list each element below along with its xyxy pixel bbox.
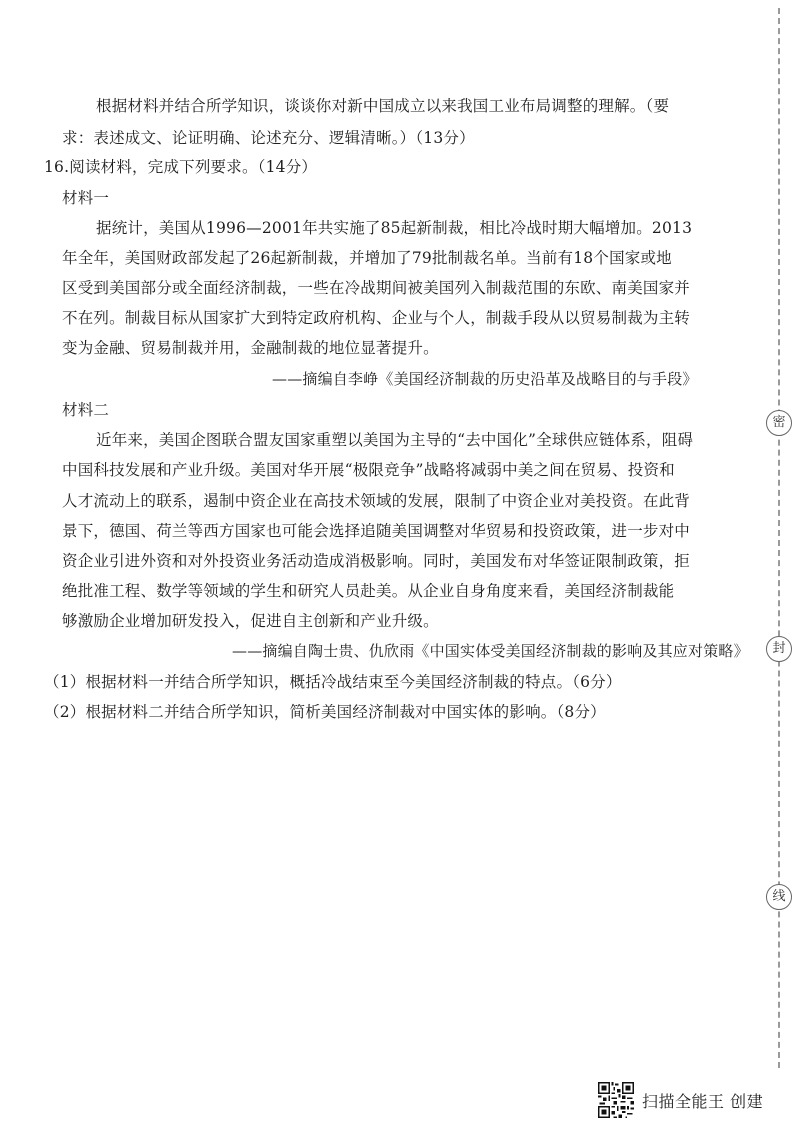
material-heading: 材料一 xyxy=(62,189,110,207)
question-heading: 16.阅读材料，完成下列要求。（14分） xyxy=(44,158,318,176)
text-line: 变为金融、贸易制裁并用，金融制裁的地位显著提升。 xyxy=(62,339,439,357)
binding-mark: 密 xyxy=(766,410,792,436)
text-line: 根据材料并结合所学知识，谈谈你对新中国成立以来我国工业布局调整的理解。（要 xyxy=(96,97,670,115)
text-line: 绝批准工程、数学等领域的学生和研究人员赴美。从企业自身角度来看，美国经济制裁能 xyxy=(62,582,675,600)
text-line: 年全年，美国财政部发起了26起新制裁，并增加了79批制裁名单。当前有18个国家或地 xyxy=(62,249,672,267)
sub-question: （2）根据材料二并结合所学知识，简析美国经济制裁对中国实体的影响。（8分） xyxy=(44,703,606,721)
text-line: 够激励企业增加研发投入，促进自主创新和产业升级。 xyxy=(62,612,439,630)
scanner-watermark xyxy=(598,1080,763,1120)
watermark-text: 扫描全能王 创建 xyxy=(642,1091,764,1111)
text-line: 不在列。制裁目标从国家扩大到特定政府机构、企业与个人，制裁手段从以贸易制裁为主转 xyxy=(62,309,691,327)
text-line: 近年来，美国企图联合盟友国家重塑以美国为主导的“去中国化”全球供应链体系，阻碍 xyxy=(96,431,694,449)
text-line: 据统计，美国从1996—2001年共实施了85起新制裁，相比冷战时期大幅增加。2013 xyxy=(96,219,693,237)
text-line: 中国科技发展和产业升级。美国对华开展“极限竞争”战略将减弱中美之间在贸易、投资和 xyxy=(62,461,675,479)
qr-code-icon xyxy=(598,1082,634,1118)
source-citation: ——摘编自李峥《美国经济制裁的历史沿革及战略目的与手段》 xyxy=(272,370,698,388)
text-line: 人才流动上的联系，遏制中资企业在高技术领域的发展，限制了中资企业对美投资。在此背 xyxy=(62,492,691,510)
sub-question: （1）根据材料一并结合所学知识，概括冷战结束至今美国经济制裁的特点。（6分） xyxy=(44,673,622,691)
source-citation: ——摘编自陶士贵、仇欣雨《中国实体受美国经济制裁的影响及其应对策略》 xyxy=(232,642,749,660)
material-heading: 材料二 xyxy=(62,401,110,419)
text-line: 区受到美国部分或全面经济制裁，一些在冷战期间被美国列入制裁范围的东欧、南美国家并 xyxy=(62,279,691,297)
text-line: 资企业引进外资和对外投资业务活动造成消极影响。同时，美国发布对华签证限制政策，拒 xyxy=(62,552,691,570)
binding-mark: 封 xyxy=(766,636,792,662)
text-line: 求：表述成文、论证明确、论述充分、逻辑清晰。）（13分） xyxy=(62,129,475,147)
text-line: 景下，德国、荷兰等西方国家也可能会选择追随美国调整对华贸易和投资政策，进一步对中 xyxy=(62,522,691,540)
binding-mark: 线 xyxy=(766,884,792,910)
